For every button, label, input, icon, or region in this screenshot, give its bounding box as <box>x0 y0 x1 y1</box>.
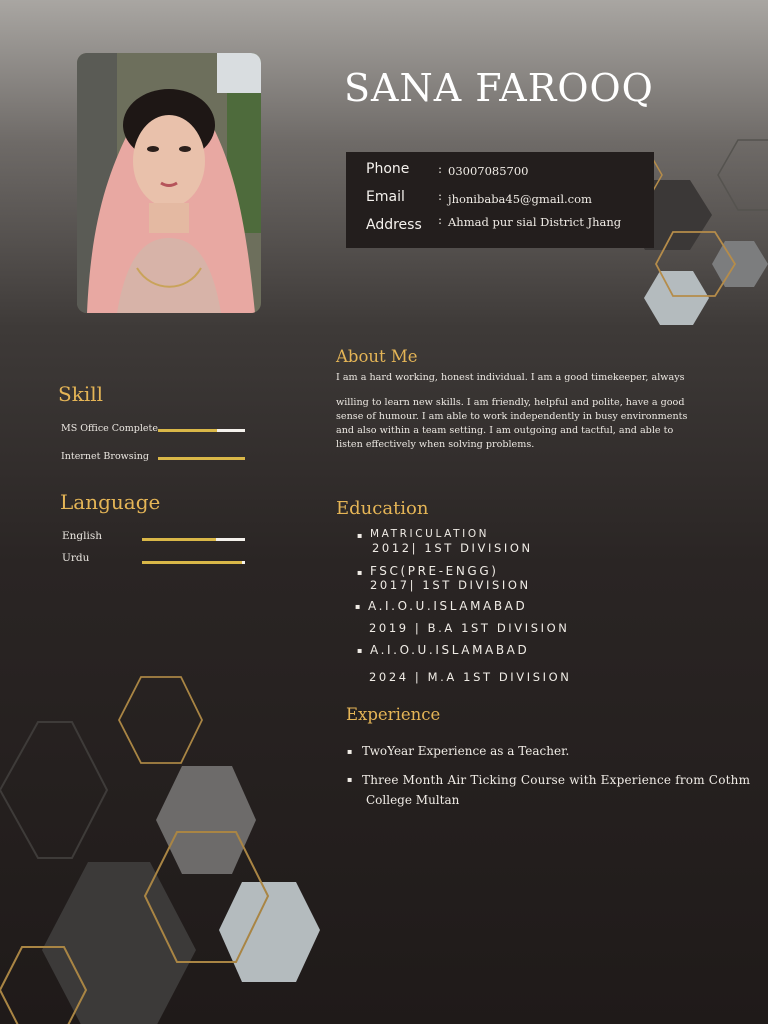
candidate-name: SANA FAROOQ <box>344 66 654 110</box>
experience-item: Three Month Air Ticking Course with Experience from Cothm <box>362 773 751 787</box>
language-bar-fill <box>142 538 216 541</box>
colon: : <box>438 162 443 176</box>
bullet: ▪ <box>347 747 353 756</box>
bullet: ▪ <box>357 646 363 655</box>
email-value: jhonibaba45@gmail.com <box>448 192 592 206</box>
education-item: A.I.O.U.ISLAMABAD <box>368 599 528 613</box>
skill-bar-fill <box>158 429 217 432</box>
address-value: Ahmad pur sial District Jhang <box>448 215 622 229</box>
colon: : <box>438 213 443 227</box>
education-item-detail: 2019 | B.A 1ST DIVISION <box>369 621 570 635</box>
bullet: ▪ <box>347 775 353 784</box>
education-item: A.I.O.U.ISLAMABAD <box>370 643 530 657</box>
address-label: Address <box>366 217 422 233</box>
contact-box <box>346 152 654 248</box>
experience-title: Experience <box>346 705 441 724</box>
bullet: ▪ <box>355 602 361 611</box>
education-item-detail: 2017| 1ST DIVISION <box>370 578 531 592</box>
experience-item-continued: College Multan <box>366 793 460 807</box>
education-item-detail: 2024 | M.A 1ST DIVISION <box>369 670 572 684</box>
portrait-illustration <box>77 53 261 313</box>
language-bar <box>142 538 245 541</box>
bullet: ▪ <box>357 568 363 577</box>
education-item: MATRICULATION <box>370 528 490 540</box>
about-text <box>336 371 696 452</box>
skill-title: Skill <box>58 382 104 406</box>
language-bar-fill <box>142 561 242 564</box>
language-bar <box>142 561 245 564</box>
education-item-detail: 2012| 1ST DIVISION <box>372 541 533 555</box>
email-label: Email <box>366 189 405 205</box>
phone-value: 03007085700 <box>448 164 529 178</box>
education-item: FSC(PRE-ENGG) <box>370 564 499 578</box>
phone-label: Phone <box>366 161 410 177</box>
education-title: Education <box>336 498 429 519</box>
skill-bar <box>158 429 245 432</box>
about-line-1: I am a hard working, honest individual. I am a good timekeeper, always <box>336 372 685 383</box>
language-label: English <box>62 530 103 542</box>
bullet: ▪ <box>357 531 363 540</box>
experience-item: TwoYear Experience as a Teacher. <box>362 744 570 758</box>
language-title: Language <box>60 490 161 514</box>
language-label: Urdu <box>62 552 90 564</box>
profile-photo <box>77 53 261 313</box>
about-title: About Me <box>336 347 418 366</box>
colon: : <box>438 189 443 203</box>
skill-bar-fill <box>158 457 245 460</box>
skill-label: MS Office Complete <box>61 423 158 434</box>
about-paragraph: willing to learn new skills. I am friendly, helpful and polite, have a good sense of humour. I am able to work independently in busy environments and also within a team setting. I am outgoing and tactful, and able to listen effectively when solving problems. <box>336 397 688 450</box>
skill-label: Internet Browsing <box>61 451 149 462</box>
skill-bar <box>158 457 245 460</box>
